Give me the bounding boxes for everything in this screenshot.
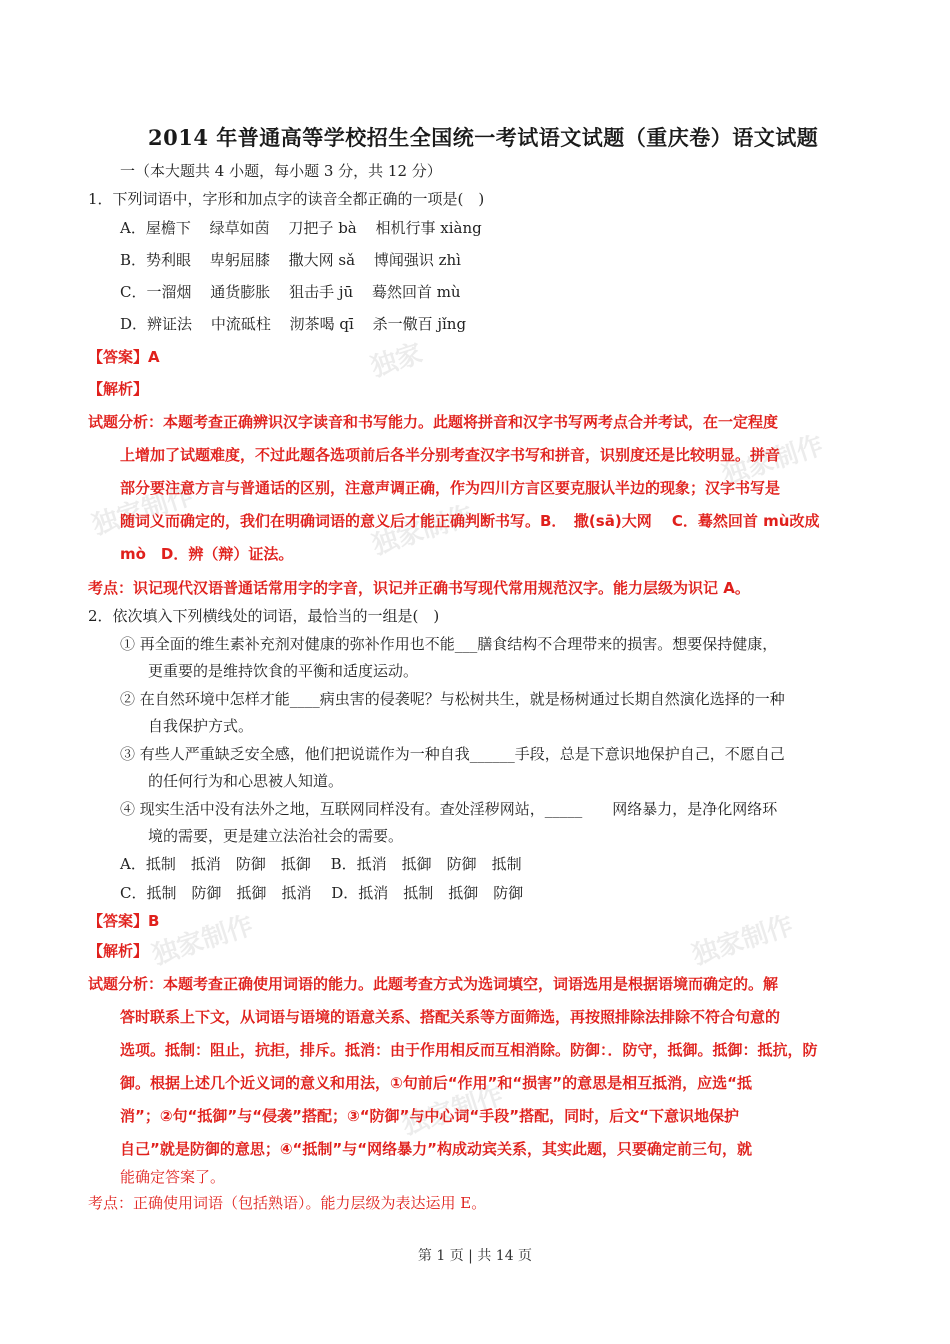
q2-analysis-label: 【解析】 bbox=[88, 942, 149, 960]
q1-analysis-line: 随词义而确定的，我们在明确词语的意义后才能正确判断书写。B． 撒(sā)大网 C．蓦然回首 mù改成 bbox=[120, 512, 820, 530]
q2-item-cont: 的任何行为和心思被人知道。 bbox=[148, 772, 344, 790]
watermark: 独家制作 bbox=[368, 500, 477, 562]
q2-answer: 【答案】B bbox=[88, 912, 160, 930]
q2-item-cont: 更重要的是维持饮食的平衡和适度运动。 bbox=[148, 662, 419, 680]
watermark: 独家制作 bbox=[718, 430, 827, 492]
q1-stem: 1．下列词语中，字形和加点字的读音全都正确的一项是( ) bbox=[88, 190, 485, 208]
q1-option-a: A．屋檐下 绿草如茵 刀把子 bà 相机行事 xiàng bbox=[120, 219, 482, 237]
q2-item-cont: 境的需要，更是建立法治社会的需要。 bbox=[148, 827, 404, 845]
q1-option-b: B．势利眼 卑躬屈膝 撒大网 sǎ 博闻强识 zhì bbox=[120, 251, 461, 269]
q1-analysis-line: 试题分析：本题考查正确辨识汉字读音和书写能力。此题将拼音和汉字书写两考点合并考试，在一定程度 bbox=[88, 413, 779, 431]
q2-analysis-line: 自己”就是防御的意思；④“抵制”与“网络暴力”构成动宾关系，其实此题，只要确定前三句，就 bbox=[120, 1140, 752, 1158]
q1-point: 考点：识记现代汉语普通话常用字的字音，识记并正确书写现代常用规范汉字。能力层级为识记 A。 bbox=[88, 579, 750, 597]
q1-analysis-line: 部分要注意方言与普通话的区别，注意声调正确，作为四川方言区要克服认半边的现象；汉字书写是 bbox=[120, 479, 781, 497]
q2-analysis-line: 答时联系上下文，从词语与语境的语意关系、搭配关系等方面筛选，再按照排除法排除不符合句意的 bbox=[120, 1008, 781, 1026]
q2-item-cont: 自我保护方式。 bbox=[148, 717, 254, 735]
q2-options-row: A．抵制 抵消 防御 抵御 B．抵消 抵御 防御 抵制 bbox=[120, 855, 522, 873]
watermark: 独家制作 bbox=[688, 910, 797, 972]
q2-analysis-line: 御。根据上述几个近义词的意义和用法，①句前后“作用”和“损害”的意思是相互抵消，应选“抵 bbox=[120, 1074, 752, 1092]
q2-item: ② 在自然环境中怎样才能____病虫害的侵袭呢？与松树共生，就是杨树通过长期自然演化选择的一种 bbox=[120, 690, 785, 708]
q2-item: ① 再全面的维生素补充剂对健康的弥补作用也不能___膳食结构不合理带来的损害。想要保持健康， bbox=[120, 635, 778, 653]
q1-answer: 【答案】A bbox=[88, 348, 160, 366]
q2-analysis-line: 选项。抵制：阻止，抗拒，排斥。抵消：由于作用相反而互相消除。防御：．防守，抵御。抵御：抵抗，防 bbox=[120, 1041, 818, 1059]
page-title: 2014 年普通高等学校招生全国统一考试语文试题（重庆卷）语文试题 bbox=[148, 125, 819, 150]
watermark: 独家 bbox=[367, 338, 427, 384]
q1-analysis-line: 上增加了试题难度，不过此题各选项前后各半分别考查汉字书写和拼音，识别度还是比较明显。拼音 bbox=[120, 446, 781, 464]
q2-options-row: C．抵制 防御 抵御 抵消 D．抵消 抵制 抵御 防御 bbox=[120, 884, 524, 902]
section-heading: 一（本大题共 4 小题，每小题 3 分，共 12 分） bbox=[120, 162, 442, 180]
q2-point: 考点：正确使用词语（包括熟语）。能力层级为表达运用 E。 bbox=[88, 1194, 487, 1212]
page-footer: 第 1 页 | 共 14 页 bbox=[417, 1248, 533, 1264]
q1-option-c: C．一溜烟 通货膨胀 狙击手 jū 蓦然回首 mù bbox=[120, 283, 461, 301]
q1-option-d: D．辨证法 中流砥柱 沏茶喝 qī 杀一儆百 jǐng bbox=[120, 315, 467, 333]
watermark: 独家制作 bbox=[398, 1080, 507, 1142]
q2-item: ③ 有些人严重缺乏安全感，他们把说谎作为一种自我______手段，总是下意识地保护自己，不愿自己 bbox=[120, 745, 785, 763]
q2-analysis-line: 消”；②句“抵御”与“侵袭”搭配；③“防御”与中心词“手段”搭配，同时，后文“下意识地保护 bbox=[120, 1107, 739, 1125]
watermark: 独家制作 bbox=[88, 480, 197, 542]
q2-stem: 2．依次填入下列横线处的词语，最恰当的一组是( ) bbox=[88, 607, 440, 625]
q2-item: ④ 现实生活中没有法外之地，互联网同样没有。查处淫秽网站，_____ 网络暴力，是净化网络环 bbox=[120, 800, 778, 818]
q1-analysis-label: 【解析】 bbox=[88, 380, 149, 398]
q1-analysis-line: mò D．辨（辩）证法。 bbox=[120, 545, 294, 563]
q2-analysis-line: 能确定答案了。 bbox=[120, 1168, 226, 1186]
watermark: 独家制作 bbox=[148, 910, 257, 972]
q2-analysis-line: 试题分析：本题考查正确使用词语的能力。此题考查方式为选词填空，词语选用是根据语境而确定的。解 bbox=[88, 975, 779, 993]
